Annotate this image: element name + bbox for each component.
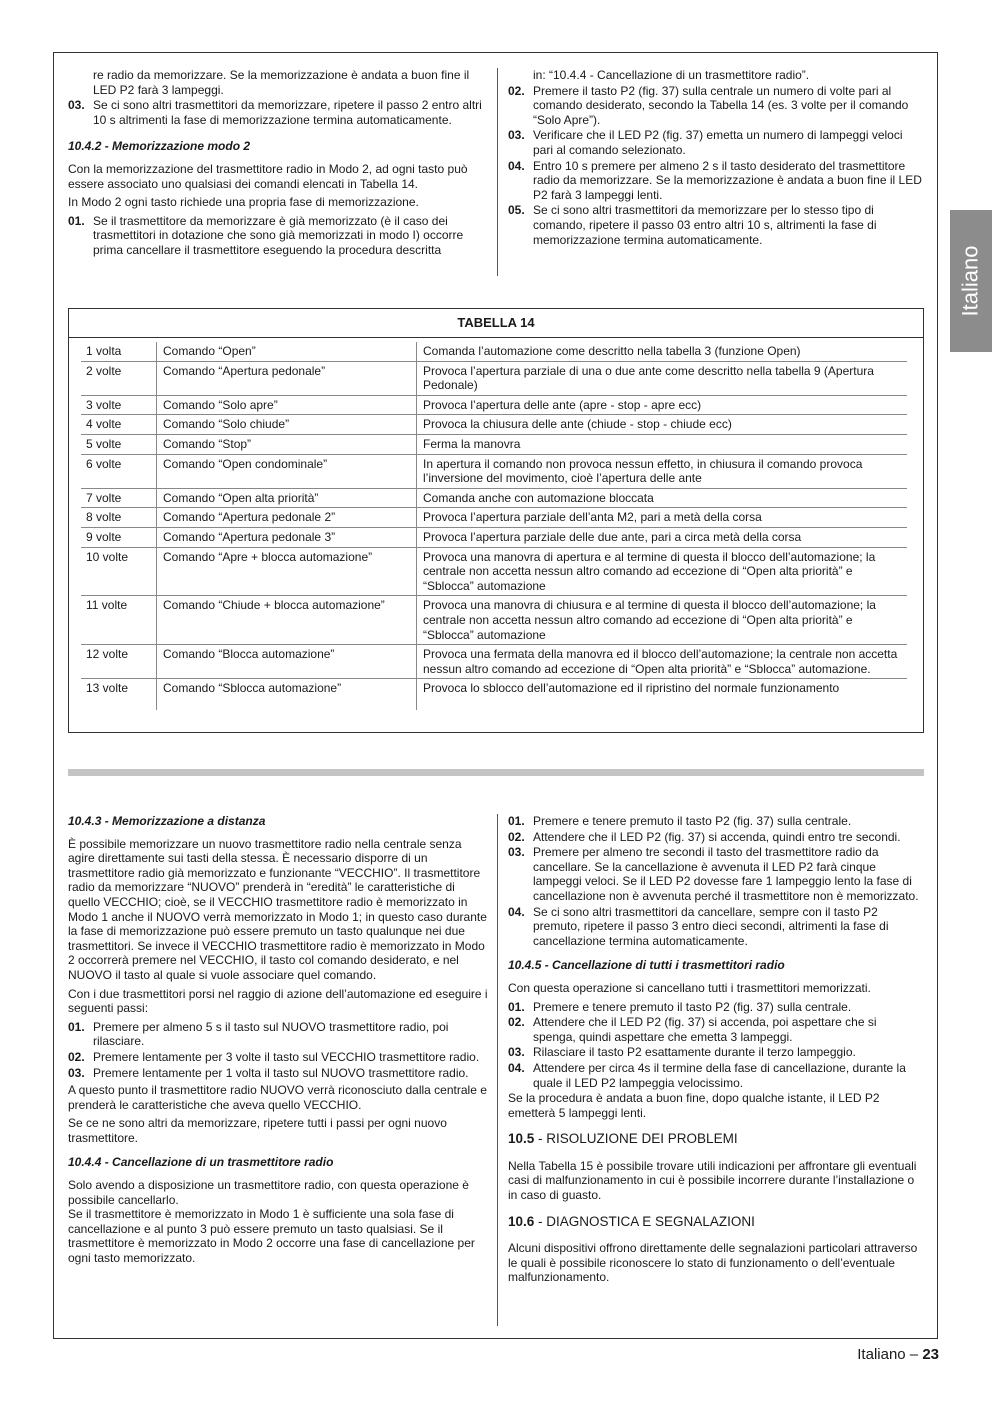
table-title: TABELLA 14: [69, 309, 923, 338]
command-cell: Comando “Sblocca automazione”: [157, 679, 417, 710]
table-row: [81, 342, 907, 361]
description-cell: In apertura il comando non provoca nessun effetto, in chiusura il comando provoca l’inversione del movimento, cioè l’apertura delle ante: [417, 454, 908, 488]
language-tab: Italiano: [950, 210, 992, 352]
table-row: [81, 596, 907, 645]
description-cell: Provoca l’apertura parziale di una o due ante come descritto nella tabella 9 (Apertura Pedonale): [417, 361, 908, 395]
press-count-cell: 12 volte: [81, 645, 157, 679]
step-item: 01. Premere e tenere premuto il tasto P2 (fig. 37) sulla centrale.: [508, 814, 852, 828]
section-heading: 10.4.2 - Memorizzazione modo 2: [68, 139, 251, 154]
section-heading: 10.4.4 - Cancellazione di un trasmettitore radio: [68, 1155, 334, 1170]
step-item: 02. Attendere che il LED P2 (fig. 37) si accenda, quindi entro tre secondi.: [508, 829, 901, 844]
command-cell: Comando “Open alta priorità”: [157, 488, 417, 508]
description-cell: Provoca l’apertura parziale delle due ante, pari a circa metà della corsa: [417, 527, 908, 547]
continued-text: re radio da memorizzare. Se la memorizzazione è andata a buon fine il LED P2 farà 3 lampeggi.: [93, 68, 470, 97]
description-cell: Provoca l’apertura delle ante (apre - stop - apre ecc): [417, 395, 908, 415]
paragraph: Con questa operazione si cancellano tutti i trasmettitori memorizzati.: [508, 980, 871, 995]
command-cell: Comando “Apertura pedonale 3”: [157, 527, 417, 547]
command-cell: Comando “Stop”: [157, 434, 417, 454]
step-item: 03. Se ci sono altri trasmettitori da memorizzare, ripetere il passo 2 entro altri 10 s altrimenti la fase di memorizzazione termina automaticamente.: [68, 98, 482, 127]
table-row: [81, 527, 907, 547]
paragraph: A questo punto il trasmettitore radio NUOVO verrà riconosciuto dalla centrale e prenderà le caratteristiche che aveva quello VECCHIO.: [68, 1083, 487, 1112]
table-row: [81, 679, 907, 710]
step-item: 04. Se ci sono altri trasmettitori da cancellare, sempre con il tasto P2 premuto, ripetere il passo 3 entro dieci secondi, altrimenti la fase di cancellazione termina automaticamente.: [508, 904, 889, 948]
description-cell: Provoca lo sblocco dell’automazione ed il ripristino del normale funzionamento: [423, 681, 840, 696]
paragraph: Nella Tabella 15 è possibile trovare utili indicazioni per affrontare gli eventuali casi di malfunzionamento in cui è possibile incorrere durante l’installazione o in caso di guasto.: [508, 1158, 917, 1203]
description-cell: Provoca la chiusura delle ante (chiude - stop - chiude ecc): [417, 415, 908, 435]
command-cell: Comando “Solo apre”: [157, 395, 417, 415]
press-count-cell: 1 volta: [81, 342, 157, 361]
paragraph: Con i due trasmettitori porsi nel raggio di azione dell’automazione ed eseguire i seguenti passi:: [68, 986, 488, 1016]
description-cell: Provoca una fermata della manovra ed il blocco dell’automazione; la centrale non accetta nessun altro comando ad eccezione di “Open alta priorità” e “Sblocca” automazione.: [417, 645, 908, 679]
table-row: [81, 395, 907, 415]
command-cell: Comando “Blocca automazione”: [157, 645, 417, 679]
press-count-cell: 5 volte: [81, 434, 157, 454]
step-item: 01. Premere e tenere premuto il tasto P2 (fig. 37) sulla centrale.: [508, 999, 852, 1014]
description-cell: Provoca una manovra di apertura e al termine di questa il blocco dell’automazione; la centrale non accetta nessun altro comando ad eccezione di “Open alta priorità” e “Sblocca” automazione: [417, 547, 908, 596]
step-item: 03. Verificare che il LED P2 (fig. 37) emetta un numero di lampeggi veloci pari al comando selezionato.: [508, 128, 903, 157]
command-cell: Comando “Solo chiude”: [157, 415, 417, 435]
press-count-cell: 3 volte: [81, 395, 157, 415]
step-item: 03. Premere lentamente per 1 volta il tasto sul NUOVO trasmettitore radio.: [68, 1065, 469, 1080]
section-divider-bar: [68, 769, 924, 776]
step-item: 02. Premere lentamente per 3 volte il tasto sul VECCHIO trasmettitore radio.: [68, 1049, 480, 1064]
press-count-cell: 4 volte: [81, 415, 157, 435]
paragraph: Con la memorizzazione del trasmettitore radio in Modo 2, ad ogni tasto può essere associato uno qualsiasi dei comandi elencati in Tabella 14.: [68, 161, 468, 191]
command-cell: Comando “Apertura pedonale 2”: [157, 508, 417, 528]
paragraph: È possibile memorizzare un nuovo trasmettitore radio nella centrale senza agire direttamente sui tasti della stessa. È necessario disporre di un trasmettitore radio già memorizzato e funzionante “VECCHIO”. Il trasmettitore radio da memorizzare “NUOVO” prenderà in “eredità” le caratteristiche di quello VECCHIO; cioè, se il VECCHIO trasmettitore radio è memorizzato in Modo 1 anche il NUOVO verrà memorizzato in Modo 1; in questo caso durante la fase di memorizzazione può essere premuto un tasto qualunque nei due trasmettitori. Se invece il VECCHIO trasmettitore radio è memorizzato in Modo 2 occorrerà premere nel VECCHIO, il tasto col comando desiderato, e nel NUOVO il tasto al quale si vuole associare quel comando.: [68, 836, 487, 982]
column-divider: [497, 814, 498, 1326]
table-row: [81, 488, 907, 508]
description-cell: Ferma la manovra: [417, 434, 908, 454]
paragraph: Alcuni dispositivi offrono direttamente delle segnalazioni particolari attraverso le quali è possibile riconoscere lo stato di funzionamento o dell’eventuale malfunzionamento.: [508, 1241, 918, 1285]
column-divider: [497, 68, 498, 276]
command-cell: Comando “Open”: [157, 342, 417, 361]
table-row: [81, 454, 907, 488]
step-item: 04. Entro 10 s premere per almeno 2 s il tasto desiderato del trasmettitore radio da memorizzare. Se la memorizzazione è andata a buon fine il LED P2 farà 3 lampeggi lenti.: [508, 158, 922, 202]
press-count-cell: 2 volte: [81, 361, 157, 395]
paragraph: Se la procedura è andata a buon fine, dopo qualche istante, il LED P2 emetterà 5 lampeggi lenti.: [508, 1091, 880, 1120]
step-item: 01. Premere per almeno 5 s il tasto sul NUOVO trasmettitore radio, poi rilasciare.: [68, 1019, 449, 1049]
press-count-cell: 10 volte: [81, 547, 157, 596]
step-item: 02. Attendere che il LED P2 (fig. 37) si accenda, poi aspettare che si spenga, quindi aspettare che emetta 3 lampeggi.: [508, 1015, 877, 1044]
section-heading-10-5: 10.5 - RISOLUZIONE DEI PROBLEMI: [508, 1131, 738, 1147]
step-item: 03. Premere per almeno tre secondi il tasto del trasmettitore radio da cancellare. Se la cancellazione è avvenuta il LED P2 farà cinque lampeggi veloci. Se il LED P2 dovesse fare 1 lampeggio lento la fase di cancellazione non è avvenuta perché il trasmettitore non è memorizzato.: [508, 845, 919, 903]
top-left-column: [68, 68, 488, 259]
press-count-cell: 8 volte: [81, 508, 157, 528]
step-item: 02. Premere il tasto P2 (fig. 37) sulla centrale un numero di volte pari al comando desiderato, secondo la Tabella 14 (es. 3 volte per il comando “Solo Apre”).: [508, 83, 909, 127]
table-row: [81, 547, 907, 596]
table-row: [81, 508, 907, 528]
press-count-cell: 9 volte: [81, 527, 157, 547]
section-heading: 10.4.3 - Memorizzazione a distanza: [68, 814, 266, 828]
section-heading-10-6: 10.6 - DIAGNOSTICA E SEGNALAZIONI: [508, 1213, 755, 1229]
command-cell: Comando “Open condominale”: [157, 454, 417, 488]
commands-table: [81, 342, 907, 710]
description-cell: Provoca l’apertura parziale dell’anta M2, pari a metà della corsa: [417, 508, 908, 528]
command-cell: Comando “Apertura pedonale”: [157, 361, 417, 395]
section-heading: 10.4.5 - Cancellazione di tutti i trasmettitori radio: [508, 958, 785, 973]
description-cell: Provoca una manovra di chiusura e al termine di questa il blocco dell’automazione; la centrale non accetta nessun altro comando ad eccezione di “Open alta priorità” e “Sblocca” automazione: [417, 596, 908, 645]
command-cell: Comando “Chiude + blocca automazione”: [157, 596, 417, 645]
press-count-cell: 7 volte: [81, 488, 157, 508]
paragraph: Se ce ne sono altri da memorizzare, ripetere tutti i passi per ogni nuovo trasmettitore.: [68, 1116, 447, 1145]
table-row: [81, 434, 907, 454]
page-number: 23: [922, 1346, 939, 1363]
table-row: [81, 361, 907, 395]
description-cell: Comanda anche con automazione bloccata: [417, 488, 908, 508]
paragraph: Solo avendo a disposizione un trasmettitore radio, con questa operazione è possibile cancellarlo.: [68, 1178, 469, 1207]
table-row: [81, 415, 907, 435]
press-count-cell: 11 volte: [81, 596, 157, 645]
step-item: 05. Se ci sono altri trasmettitori da memorizzare per lo stesso tipo di comando, ripetere il passo 03 entro altri 10 s, altrimenti la fase di memorizzazione termina automaticamente.: [508, 203, 877, 247]
top-right-column: [508, 68, 922, 248]
paragraph: Se il trasmettitore è memorizzato in Modo 1 è sufficiente una sola fase di cancellazione e al punto 3 può essere premuto un tasto qualsiasi. Se il trasmettitore è memorizzato in Modo 2 occorre una fase di cancellazione per ogni tasto memorizzato.: [68, 1207, 475, 1266]
bottom-right-column: [508, 814, 922, 1289]
bottom-left-column: [68, 804, 488, 1270]
press-count-cell: 6 volte: [81, 454, 157, 488]
table-row: [81, 645, 907, 679]
continued-text: in: “10.4.4 - Cancellazione di un trasmettitore radio”.: [533, 68, 810, 82]
table-14: [68, 308, 924, 733]
description-cell: Comanda l’automazione come descritto nella tabella 3 (funzione Open): [417, 342, 908, 361]
step-item: 03. Rilasciare il tasto P2 esattamente durante il terzo lampeggio.: [508, 1045, 856, 1060]
press-count-cell: 13 volte: [81, 679, 157, 710]
step-item: 01. Se il trasmettitore da memorizzare è già memorizzato (è il caso dei trasmettitori in dotazione che sono già memorizzati in modo I) occorre prima cancellare il trasmettitore eseguendo la procedura descritta: [68, 213, 464, 257]
step-item: 04. Attendere per circa 4s il termine della fase di cancellazione, durante la quale il LED P2 lampeggia velocissimo.: [508, 1060, 906, 1090]
paragraph: In Modo 2 ogni tasto richiede una propria fase di memorizzazione.: [68, 195, 419, 210]
page-footer: Italiano – 23: [857, 1346, 939, 1363]
command-cell: Comando “Apre + blocca automazione”: [157, 547, 417, 596]
